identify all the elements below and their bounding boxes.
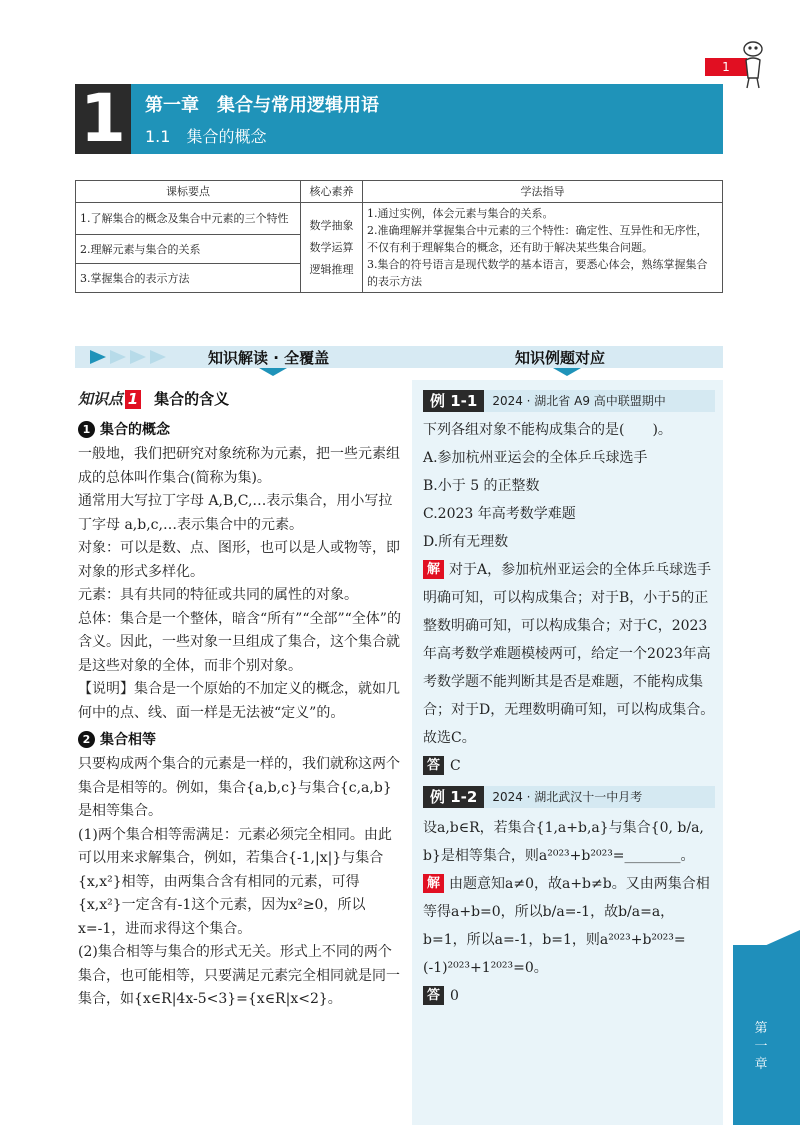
paragraph: 元素：具有共同的特征或共同的属性的对象。 — [78, 587, 358, 603]
option: B.小于 5 的正整数 — [423, 478, 540, 494]
literacy-item: 逻辑推理 — [309, 262, 354, 276]
table-cell: 1.了解集合的概念及集合中元素的三个特性 — [76, 203, 301, 235]
guidance-item: 1.通过实例，体会元素与集合的关系。 — [367, 207, 554, 220]
paragraph: 总体：集合是一个整体，暗含“所有”“全部”“全体”的含义。因此，一些对象一旦组成了集合，这个集合就是这些对象的全体，而非个别对象。 — [78, 610, 401, 674]
guidance-item: 2.准确理解并掌握集合中元素的三个特性：确定性、互异性和无序性，不仅有利于理解集合的概念，还有助于解决某些集合问题。 — [367, 224, 708, 254]
example-tag: 例 1-2 — [423, 786, 484, 808]
example-tag: 例 1-1 — [423, 390, 484, 412]
number-badge: 2 — [78, 731, 95, 748]
guidance-cell — [363, 203, 723, 293]
knowledge-point-number: 1 — [125, 390, 141, 409]
table-header: 核心素养 — [301, 181, 363, 203]
answer-label: 答 — [423, 986, 444, 1005]
table-header: 学法指导 — [363, 181, 723, 203]
paragraph: 只要构成两个集合的元素是一样的，我们就称这两个集合是相等的。例如，集合{a,b,c}与集合{c,a,b}是相等集合。 — [78, 756, 400, 819]
answer — [423, 752, 715, 780]
solution-label: 解 — [423, 560, 444, 579]
section-title: 1.1 集合的概念 — [145, 127, 267, 146]
knowledge-point-label: 知识点 — [78, 390, 124, 408]
note-paragraph: 【说明】集合是一个原始的不加定义的概念，就如几何中的点、线、面一样是无法被“定义”的。 — [78, 681, 400, 721]
table-header: 课标要点 — [76, 181, 301, 203]
table-cell: 2.理解元素与集合的关系 — [76, 235, 301, 264]
question-text: 设a,b∈R，若集合{1,a+b,a}与集合{0, b/a, b}是相等集合，则a²⁰²³+b²⁰²³=________。 — [423, 820, 704, 864]
subsection-title: 集合相等 — [100, 732, 156, 748]
example-header — [423, 786, 715, 808]
paragraph: (1)两个集合相等需满足：元素必须完全相同。由此可以用来求解集合，例如，若集合{-1,|x|}与集合{x,x²}相等，由两集合含有相同的元素，可得{x,x²}一定含有-1这个元素，因为x²≥0，所以x=-1，进而求得这个集合。 — [78, 826, 392, 937]
arrows-icon — [90, 348, 180, 366]
down-arrow-icon — [553, 368, 581, 376]
answer — [423, 982, 715, 1010]
paragraph: (2)集合相等与集合的形式无关。形式上不同的两个集合，也可能相等，只要满足元素完全相同就是同一集合，如{x∈R|4x-5<3}={x∈R|x<2}。 — [78, 944, 400, 1007]
option: D.所有无理数 — [423, 534, 509, 550]
section-bar-right-title: 知识例题对应 — [515, 349, 606, 367]
chapter-title: 第一章 集合与常用逻辑用语 — [145, 95, 379, 116]
knowledge-column — [78, 388, 403, 1012]
examples-column — [423, 390, 715, 1010]
literacy-item: 数学抽象 — [309, 218, 354, 232]
solution — [423, 870, 715, 982]
mascot-icon — [740, 38, 766, 90]
answer-label: 答 — [423, 756, 444, 775]
guidance-item: 3.集合的符号语言是现代数学的基本语言，要悉心体会，熟练掌握集合的表示方法 — [367, 258, 708, 288]
answer-text: 0 — [450, 988, 459, 1004]
example-source: 2024 · 湖北省 A9 高中联盟期中 — [492, 394, 666, 408]
literacy-cell — [301, 203, 363, 293]
answer-text: C — [450, 758, 461, 774]
knowledge-point-title: 集合的含义 — [154, 390, 230, 408]
literacy-item: 数学运算 — [309, 240, 354, 254]
chapter-number: 1 — [75, 84, 131, 154]
option: C.2023 年高考数学难题 — [423, 506, 576, 522]
section-bar-left-title: 知识解读 · 全覆盖 — [208, 349, 330, 367]
subsection-title: 集合的概念 — [100, 422, 170, 438]
paragraph: 通常用大写拉丁字母 A,B,C,…表示集合，用小写拉丁字母 a,b,c,…表示集合中的元素。 — [78, 493, 393, 533]
example-source: 2024 · 湖北武汉十一中月考 — [492, 790, 643, 804]
standards-table — [75, 180, 723, 293]
paragraph: 对象：可以是数、点、图形，也可以是人或物等，即对象的形式多样化。 — [78, 540, 400, 580]
question-text: 下列各组对象不能构成集合的是( )。 — [423, 422, 672, 438]
page-number: 1 — [705, 58, 747, 76]
down-arrow-icon — [259, 368, 287, 376]
paragraph: 一般地，我们把研究对象统称为元素，把一些元素组成的总体叫作集合(简称为集)。 — [78, 446, 400, 486]
number-badge: 1 — [78, 421, 95, 438]
table-cell: 3.掌握集合的表示方法 — [76, 264, 301, 293]
subsection-heading — [78, 729, 403, 749]
knowledge-point-heading — [78, 388, 403, 409]
solution-text: 由题意知a≠0，故a+b≠b。又由两集合相等得a+b=0，所以b/a=-1，故b/a=a，b=1，所以a=-1，b=1，则a²⁰²³+b²⁰²³=(-1)²⁰²³+1²⁰²³=0。 — [423, 876, 710, 976]
chapter-side-label: 第一章 — [754, 1021, 768, 1072]
solution — [423, 556, 715, 752]
solution-text: 对于A，参加杭州亚运会的全体乒乓球选手明确可知，可以构成集合；对于B，小于5的正整数明确可知，可以构成集合；对于C，2023年高考数学难题模棱两可，给定一个2023年高考数学题不能判断其是否是难题，不能构成集合；对于D，无理数明确可知，可以构成集合。故选C。 — [423, 562, 715, 746]
solution-label: 解 — [423, 874, 444, 893]
option: A.参加杭州亚运会的全体乒乓球选手 — [423, 450, 648, 466]
subsection-heading — [78, 419, 403, 439]
example-header — [423, 390, 715, 412]
